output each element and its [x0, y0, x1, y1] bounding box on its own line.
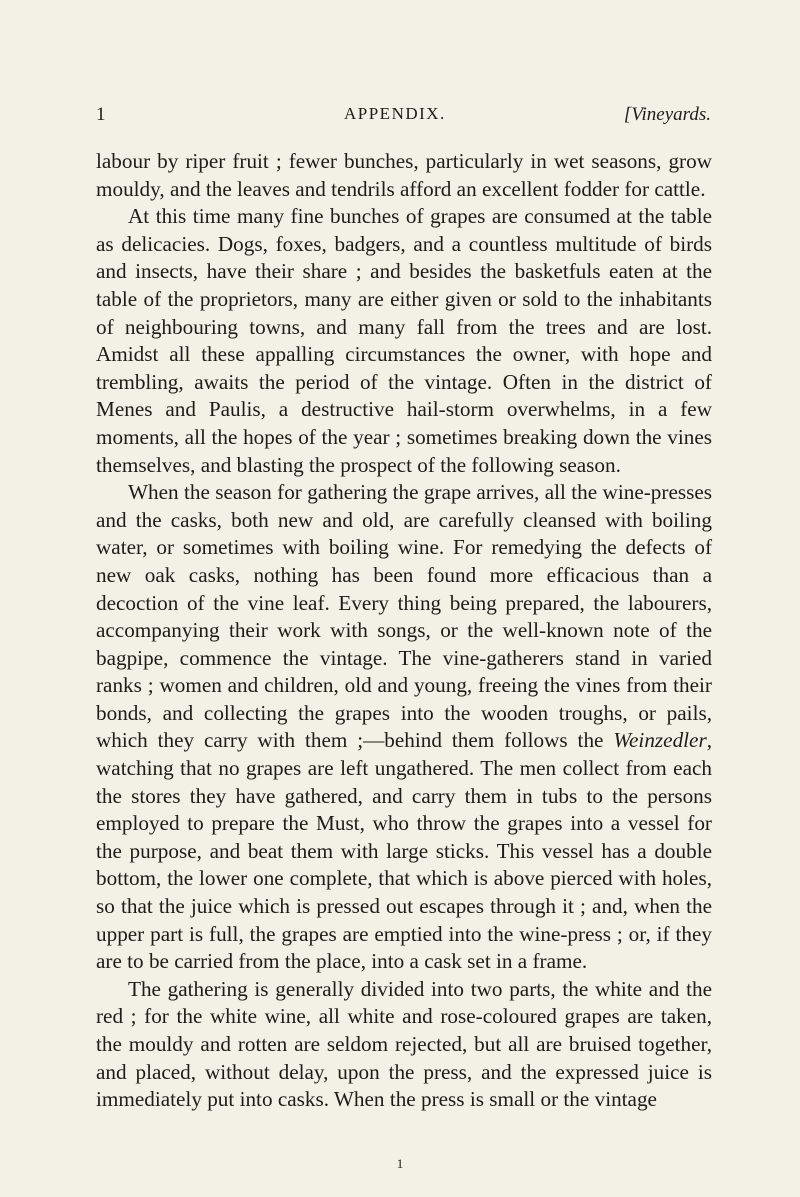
signature-mark: 1: [396, 1156, 404, 1171]
running-title: APPENDIX.: [344, 104, 446, 123]
section-title: [Vineyards.: [623, 104, 711, 125]
page-number: 1: [96, 104, 106, 125]
body-text: [96, 148, 712, 1114]
paragraph: The gathering is generally divided into two parts, the white and the red ; for the white wine, all white and rose-coloured grapes are taken, the mouldy and rotten are seldom rejected, but all are bruised together, and placed, without delay, upon the press, and the expressed juice is immediately put into casks. When the press is small or the vintage: [96, 976, 712, 1112]
page-header: [96, 104, 711, 132]
paragraph-text: , watching that no grapes are left ungathered. The men collect from each the stores they have gathered, and carry them in tubs to the persons employed to prepare the Must, who throw the grapes into a vessel for the purpose, and beat them with large sticks. This vessel has a double bottom, the lower one complete, that which is above pierced with holes, so that the juice which is pressed out escapes through it ; and, when the upper part is full, the grapes are emptied into the wine-press ; or, if they are to be carried from the place, into a cask set in a frame.: [96, 728, 712, 974]
paragraph-continuation: labour by riper fruit ; fewer bunches, particularly in wet seasons, grow mouldy, and the leaves and tendrils afford an excellent fodder for cattle.: [96, 149, 712, 201]
paragraph-text: When the season for gathering the grape arrives, all the wine-presses and the casks, both new and old, are carefully cleansed with boiling water, or sometimes with boiling wine. For remedying the defects of new oak casks, nothing has been found more efficacious than a decoction of the vine leaf. Every thing being prepared, the labourers, accompanying their work with songs, or the well-known note of the bagpipe, commence the vintage. The vine-gatherers stand in varied ranks ; women and children, old and young, freeing the vines from their bonds, and collecting the grapes into the wooden troughs, or pails, which they carry with them ;—behind them follows the: [96, 480, 712, 753]
italic-term: Weinzedler: [613, 728, 707, 753]
paragraph: [96, 479, 712, 976]
paragraph: At this time many fine bunches of grapes are consumed at the table as delicacies. Dogs, foxes, badgers, and a countless multitude of birds and insects, have their share ; and besides the basketfuls eaten at the table of the proprietors, many are either given or sold to the inhabitants of neighbouring towns, and many fall from the trees and are lost. Amidst all these appalling circumstances the owner, with hope and trembling, awaits the period of the vintage. Often in the district of Menes and Paulis, a destructive hail-storm overwhelms, in a few moments, all the hopes of the year ; sometimes breaking down the vines themselves, and blasting the prospect of the following season.: [96, 204, 712, 477]
